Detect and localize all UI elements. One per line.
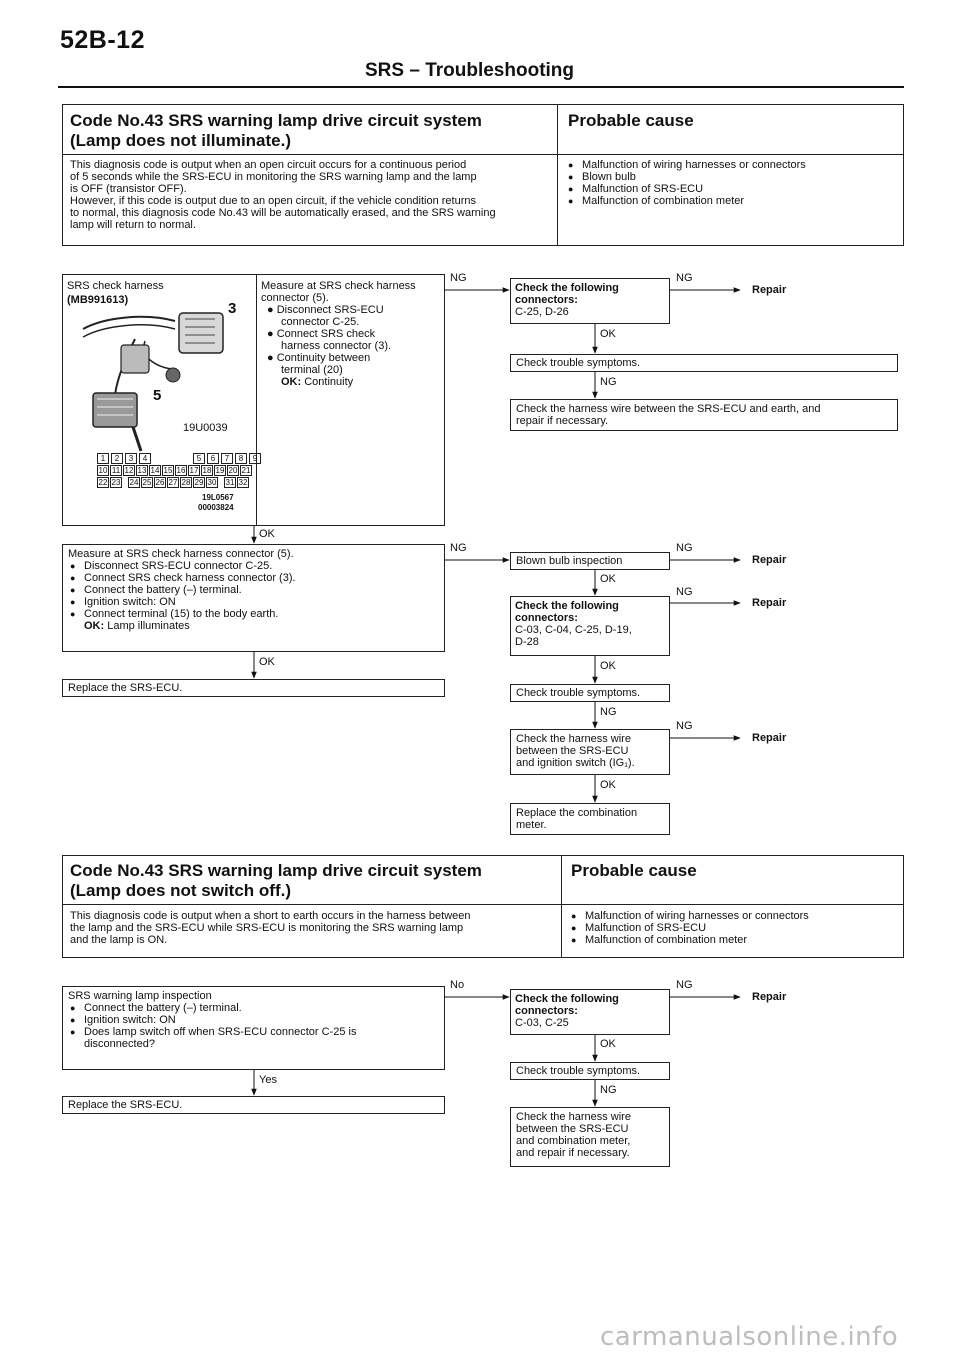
pin: 10 [98,466,108,475]
pin: 30 [207,478,217,487]
footer-watermark: carmanualsonline.info [600,1322,899,1352]
list-item: ● Ignition switch: ON [68,596,439,608]
ng-label: NG [600,376,617,388]
pin: 11 [111,466,121,475]
list-item: ● Malfunction of combination meter [566,195,806,207]
list-item: ● Connect the battery (–) terminal. [68,1002,439,1014]
list-item: ● Disconnect SRS-ECU connector C-25. [68,560,439,572]
ng-label: NG [600,1084,617,1096]
pin: 14 [150,466,160,475]
list-item: ● Malfunction of SRS-ECU [569,922,809,934]
figure-code-2: 19L0567 00003824 [198,493,234,512]
code-description-2: This diagnosis code is output when a short to earth occurs in the harness between the lamp and the SRS-ECU while SRS-ECU is monitoring the SRS warning lamp and the lamp is ON. [70,910,471,946]
pin: 27 [168,478,178,487]
pin: 18 [202,466,212,475]
pin: 19 [215,466,225,475]
page-number: 52B-12 [60,26,145,54]
pin: 22 [98,478,108,487]
ok-label: OK [600,779,616,791]
replace-meter-box: Replace the combination meter. [510,803,670,835]
ng-label: NG [676,720,693,732]
pin: 25 [142,478,152,487]
list-item: ● Malfunction of wiring harnesses or connectors [566,159,806,171]
ok-label: OK [600,573,616,585]
pin: 24 [129,478,139,487]
callout-3: 3 [228,300,237,317]
harness-title: SRS check harness [67,280,164,292]
no-label: No [450,979,465,991]
pin: 8 [235,453,247,464]
check-trouble-box-2: Check trouble symptoms. [510,684,670,702]
ng-label: NG [676,586,693,598]
pin: 32 [238,478,248,487]
check-harness-meter-box: Check the harness wire between the SRS-ECU and combination meter, and repair if necessary. [510,1107,670,1167]
pin: 31 [225,478,235,487]
code-title-2: Code No.43 SRS warning lamp drive circuit system (Lamp does not switch off.) [70,861,482,900]
harness-part-number: (MB991613) [67,294,129,306]
check-trouble-box-3: Check trouble symptoms. [510,1062,670,1080]
ng-label: NG [676,272,693,284]
check-harness-ignition-box: Check the harness wire between the SRS-ECU and ignition switch (IG₁). [510,729,670,775]
pin: 4 [139,453,151,464]
pin: 3 [125,453,137,464]
check-harness-earth-box: Check the harness wire between the SRS-ECU and earth, and repair if necessary. [510,399,898,431]
ok-label: OK [600,1038,616,1050]
check-connectors-box-2: Check the following connectors: C-03, C-04, C-25, D-19, D-28 [510,596,670,656]
pin: 13 [137,466,147,475]
check-connectors-box-1: Check the following connectors: C-25, D-26 [510,278,670,324]
pin: 1 [97,453,109,464]
list-item: ● Does lamp switch off when SRS-ECU connector C-25 is [68,1026,439,1038]
pin: 28 [181,478,191,487]
pin: 7 [221,453,233,464]
code-title-1: Code No.43 SRS warning lamp drive circuit system (Lamp does not illuminate.) [70,111,482,150]
replace-ecu-box-1: Replace the SRS-ECU. [62,679,445,697]
pin: 26 [155,478,165,487]
yes-label: Yes [259,1074,277,1086]
pin: 5 [193,453,205,464]
ng-label: NG [450,542,467,554]
lamp-inspection-box: SRS warning lamp inspection ● Connect the battery (–) terminal. ● Ignition switch: ON ● Does lamp switch off when SRS-ECU connector C-25 is disconnected? [62,986,445,1070]
list-item: ● Malfunction of combination meter [569,934,809,946]
step-1-instructions: Measure at SRS check harness connector (5). ● Disconnect SRS-ECU connector C-25. ● Connect SRS check harness connector (3). ● Continuity between terminal (20) OK: Continuity [261,280,416,388]
callout-5: 5 [153,387,162,404]
pin: 21 [241,466,251,475]
check-connectors-box-3: Check the following connectors: C-03, C-25 [510,989,670,1035]
pin: 9 [249,453,261,464]
blown-bulb-box: Blown bulb inspection [510,552,670,570]
ng-label: NG [676,542,693,554]
ok-label: OK [259,528,275,540]
pin: 2 [111,453,123,464]
list-item: ● Blown bulb [566,171,806,183]
ng-label: NG [676,979,693,991]
list-item: ● Connect SRS check harness connector (3). [68,572,439,584]
section-title: SRS – Troubleshooting [365,60,575,81]
ok-label: OK [259,656,275,668]
repair-label: Repair [752,597,787,609]
ok-label: OK [600,328,616,340]
check-trouble-box-1: Check trouble symptoms. [510,354,898,372]
pin: 15 [163,466,173,475]
pin: 20 [228,466,238,475]
pin: 23 [111,478,121,487]
pin: 16 [176,466,186,475]
list-item: ● Ignition switch: ON [68,1014,439,1026]
step-2-box: Measure at SRS check harness connector (5). ● Disconnect SRS-ECU connector C-25. ● Connect SRS check harness connector (3). ● Connect the battery (–) terminal. ● Ignition switch: ON ● Connect terminal (15) to the body earth. OK: Lamp illuminates [62,544,445,652]
ng-label: NG [450,272,467,284]
repair-label: Repair [752,554,787,566]
pin: 12 [124,466,134,475]
ng-label: NG [600,706,617,718]
pin: 6 [207,453,219,464]
ok-label: OK [600,660,616,672]
probable-cause-heading-1: Probable cause [568,111,694,130]
pin: 17 [189,466,199,475]
probable-cause-heading-2: Probable cause [571,861,697,880]
replace-ecu-box-2: Replace the SRS-ECU. [62,1096,445,1114]
list-item: ● Connect the battery (–) terminal. [68,584,439,596]
code-description-1: This diagnosis code is output when an open circuit occurs for a continuous period of 5 seconds while the SRS-ECU in monitoring the SRS warning lamp and the lamp is OFF (transistor OFF). However, if this code is output due to an open circuit, if the vehicle condition returns to normal, this diagnosis code No.43 will be automatically erased, and the SRS warning lamp will return to normal. [70,159,496,231]
list-item: ● Malfunction of wiring harnesses or connectors [569,910,809,922]
list-item: ● Malfunction of SRS-ECU [566,183,806,195]
repair-label: Repair [752,284,787,296]
pin: 29 [194,478,204,487]
repair-label: Repair [752,991,787,1003]
repair-label: Repair [752,732,787,744]
figure-code-1: 19U0039 [183,422,228,434]
list-item: ● Connect terminal (15) to the body earth. [68,608,439,620]
